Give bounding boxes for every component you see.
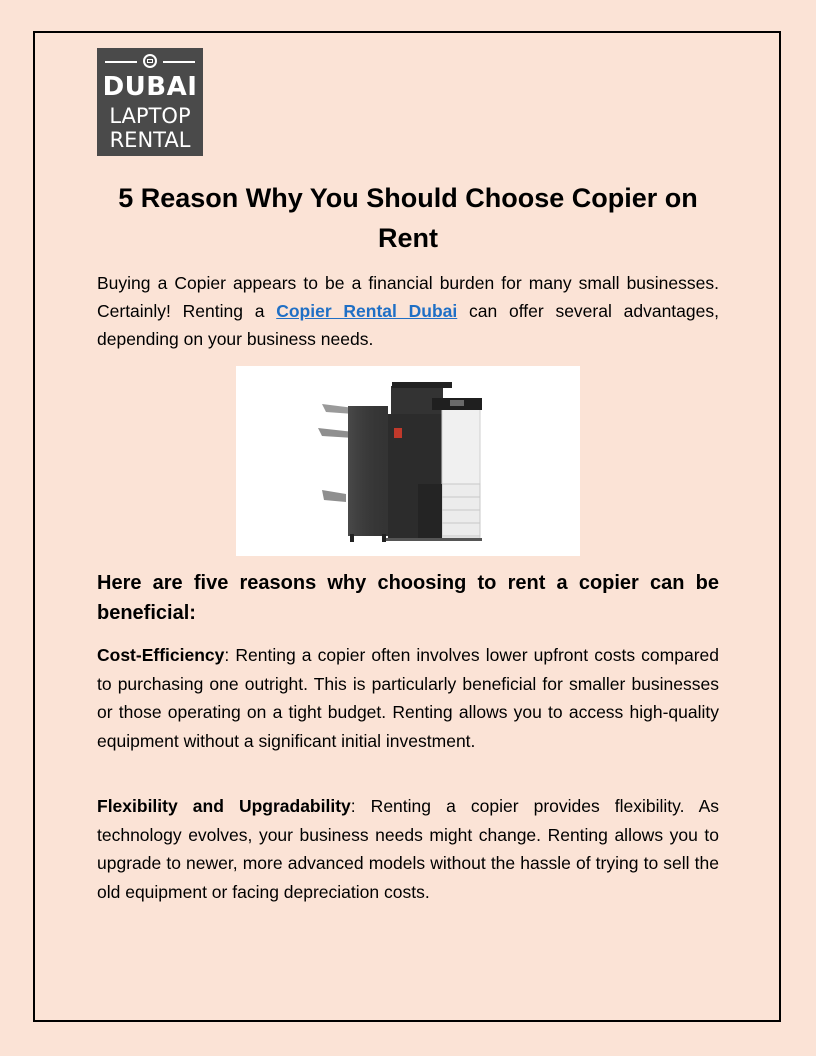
laptop-icon xyxy=(143,54,157,68)
logo-word-laptop: LAPTOP xyxy=(109,104,191,128)
document-title: 5 Reason Why You Should Choose Copier on Rent xyxy=(118,183,698,253)
intro-paragraph xyxy=(97,269,719,353)
copier-rental-dubai-link[interactable]: Copier Rental Dubai xyxy=(276,301,458,321)
reasons-subheading: Here are five reasons why choosing to rent a copier can be beneficial: xyxy=(97,572,719,624)
copier-illustration xyxy=(236,366,580,556)
dubai-laptop-rental-logo[interactable] xyxy=(97,48,203,156)
copier-image xyxy=(236,366,580,556)
reason-term: Flexibility and Upgradability xyxy=(97,796,351,816)
logo-word-rental: RENTAL xyxy=(109,128,191,152)
reason-term: Cost-Efficiency xyxy=(97,645,225,665)
logo-word-dubai: DUBAI xyxy=(102,72,198,102)
reason-text: : Renting a copier provides flexibility. As technology evolves, your business needs might change. Renting allows you to upgrade to newer, more advanced models without the hassle of trying to sell the old equipment or facing depreciation costs. xyxy=(97,796,719,902)
intro-text-before: Buying a Copier appears to be a financial burden for many small businesses. Certainly! Renting a xyxy=(97,273,719,321)
intro-text-after: can offer several advantages, depending on your business needs. xyxy=(97,301,719,349)
reason-paragraph-flexibility xyxy=(97,792,719,906)
reason-paragraph-cost-efficiency xyxy=(97,641,719,755)
logo-icon-row xyxy=(105,54,195,70)
reason-text: : Renting a copier often involves lower upfront costs compared to purchasing one outright. This is particularly beneficial for smaller businesses or those operating on a tight budget. Renting allows you to access high-quality equipment without a significant initial investment. xyxy=(97,645,719,751)
